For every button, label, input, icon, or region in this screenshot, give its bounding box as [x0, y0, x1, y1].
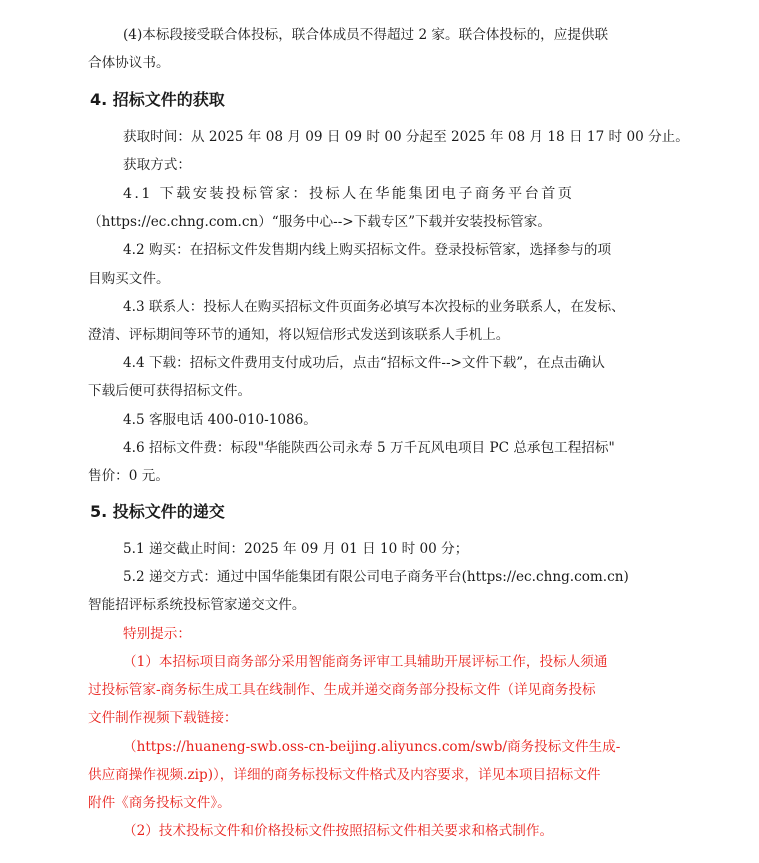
paragraph-line: (4)本标段接受联合体投标，联合体成员不得超过 2 家。联合体投标的，应提供联	[123, 27, 609, 43]
notice-line: 文件制作视频下载链接：	[88, 710, 238, 726]
notice-line: 供应商操作视频.zip)），详细的商务标投标文件格式及内容要求，详见本项目招标文件	[88, 767, 601, 783]
notice-line: （2）技术投标文件和价格投标文件按照招标文件相关要求和格式制作。	[123, 823, 554, 839]
paragraph-line: 智能招评标系统投标管家递交文件。	[88, 597, 306, 613]
paragraph-line: 下载后便可获得招标文件。	[88, 383, 252, 399]
paragraph-line: 4.2 购买：在招标文件发售期内线上购买招标文件。登录投标管家，选择参与的项	[123, 242, 612, 258]
notice-line: 附件《商务投标文件》。	[88, 795, 231, 811]
section-heading-4: 4. 招标文件的获取	[90, 90, 225, 109]
notice-heading: 特别提示：	[123, 626, 191, 642]
paragraph-line: 5.1 递交截止时间：2025 年 09 月 01 日 10 时 00 分；	[123, 541, 469, 557]
paragraph-line: （https://ec.chng.com.cn）“服务中心-->下载专区”下载并安装投标管家。	[88, 214, 551, 230]
paragraph-line: 目购买文件。	[88, 271, 170, 287]
paragraph-line: 4.6 招标文件费：标段"华能陕西公司永寿 5 万千瓦风电项目 PC 总承包工程招标"	[123, 440, 615, 456]
notice-line: （1）本招标项目商务部分采用智能商务评审工具辅助开展评标工作，投标人须通	[123, 654, 608, 670]
paragraph-line: 澄清、评标期间等环节的通知，将以短信形式发送到该联系人手机上。	[88, 327, 510, 343]
paragraph-line: 合体协议书。	[88, 55, 170, 71]
paragraph-line: 获取时间：从 2025 年 08 月 09 日 09 时 00 分起至 2025 年 08 月 18 日 17 时 00 分止。	[123, 129, 689, 145]
notice-link-line: （https://huaneng-swb.oss-cn-beijing.aliyuncs.com/swb/商务投标文件生成-	[123, 739, 621, 755]
section-heading-5: 5. 投标文件的递交	[90, 502, 225, 521]
paragraph-line: 获取方式：	[123, 157, 191, 173]
paragraph-line: 5.2 递交方式：通过中国华能集团有限公司电子商务平台(https://ec.chng.com.cn)	[123, 569, 629, 585]
paragraph-line: 售价：0 元。	[88, 468, 169, 484]
notice-line: 过投标管家-商务标生成工具在线制作、生成并递交商务部分投标文件（详见商务投标	[88, 682, 596, 698]
paragraph-line: 4.4 下载：招标文件费用支付成功后，点击“招标文件-->文件下载”，在点击确认	[123, 355, 605, 371]
paragraph-line: 4.5 客服电话 400-010-1086。	[123, 412, 317, 428]
paragraph-line: 4.1 下载安装投标管家：投标人在华能集团电子商务平台首页	[123, 186, 575, 202]
paragraph-line: 4.3 联系人：投标人在购买招标文件页面务必填写本次投标的业务联系人，在发标、	[123, 299, 625, 315]
